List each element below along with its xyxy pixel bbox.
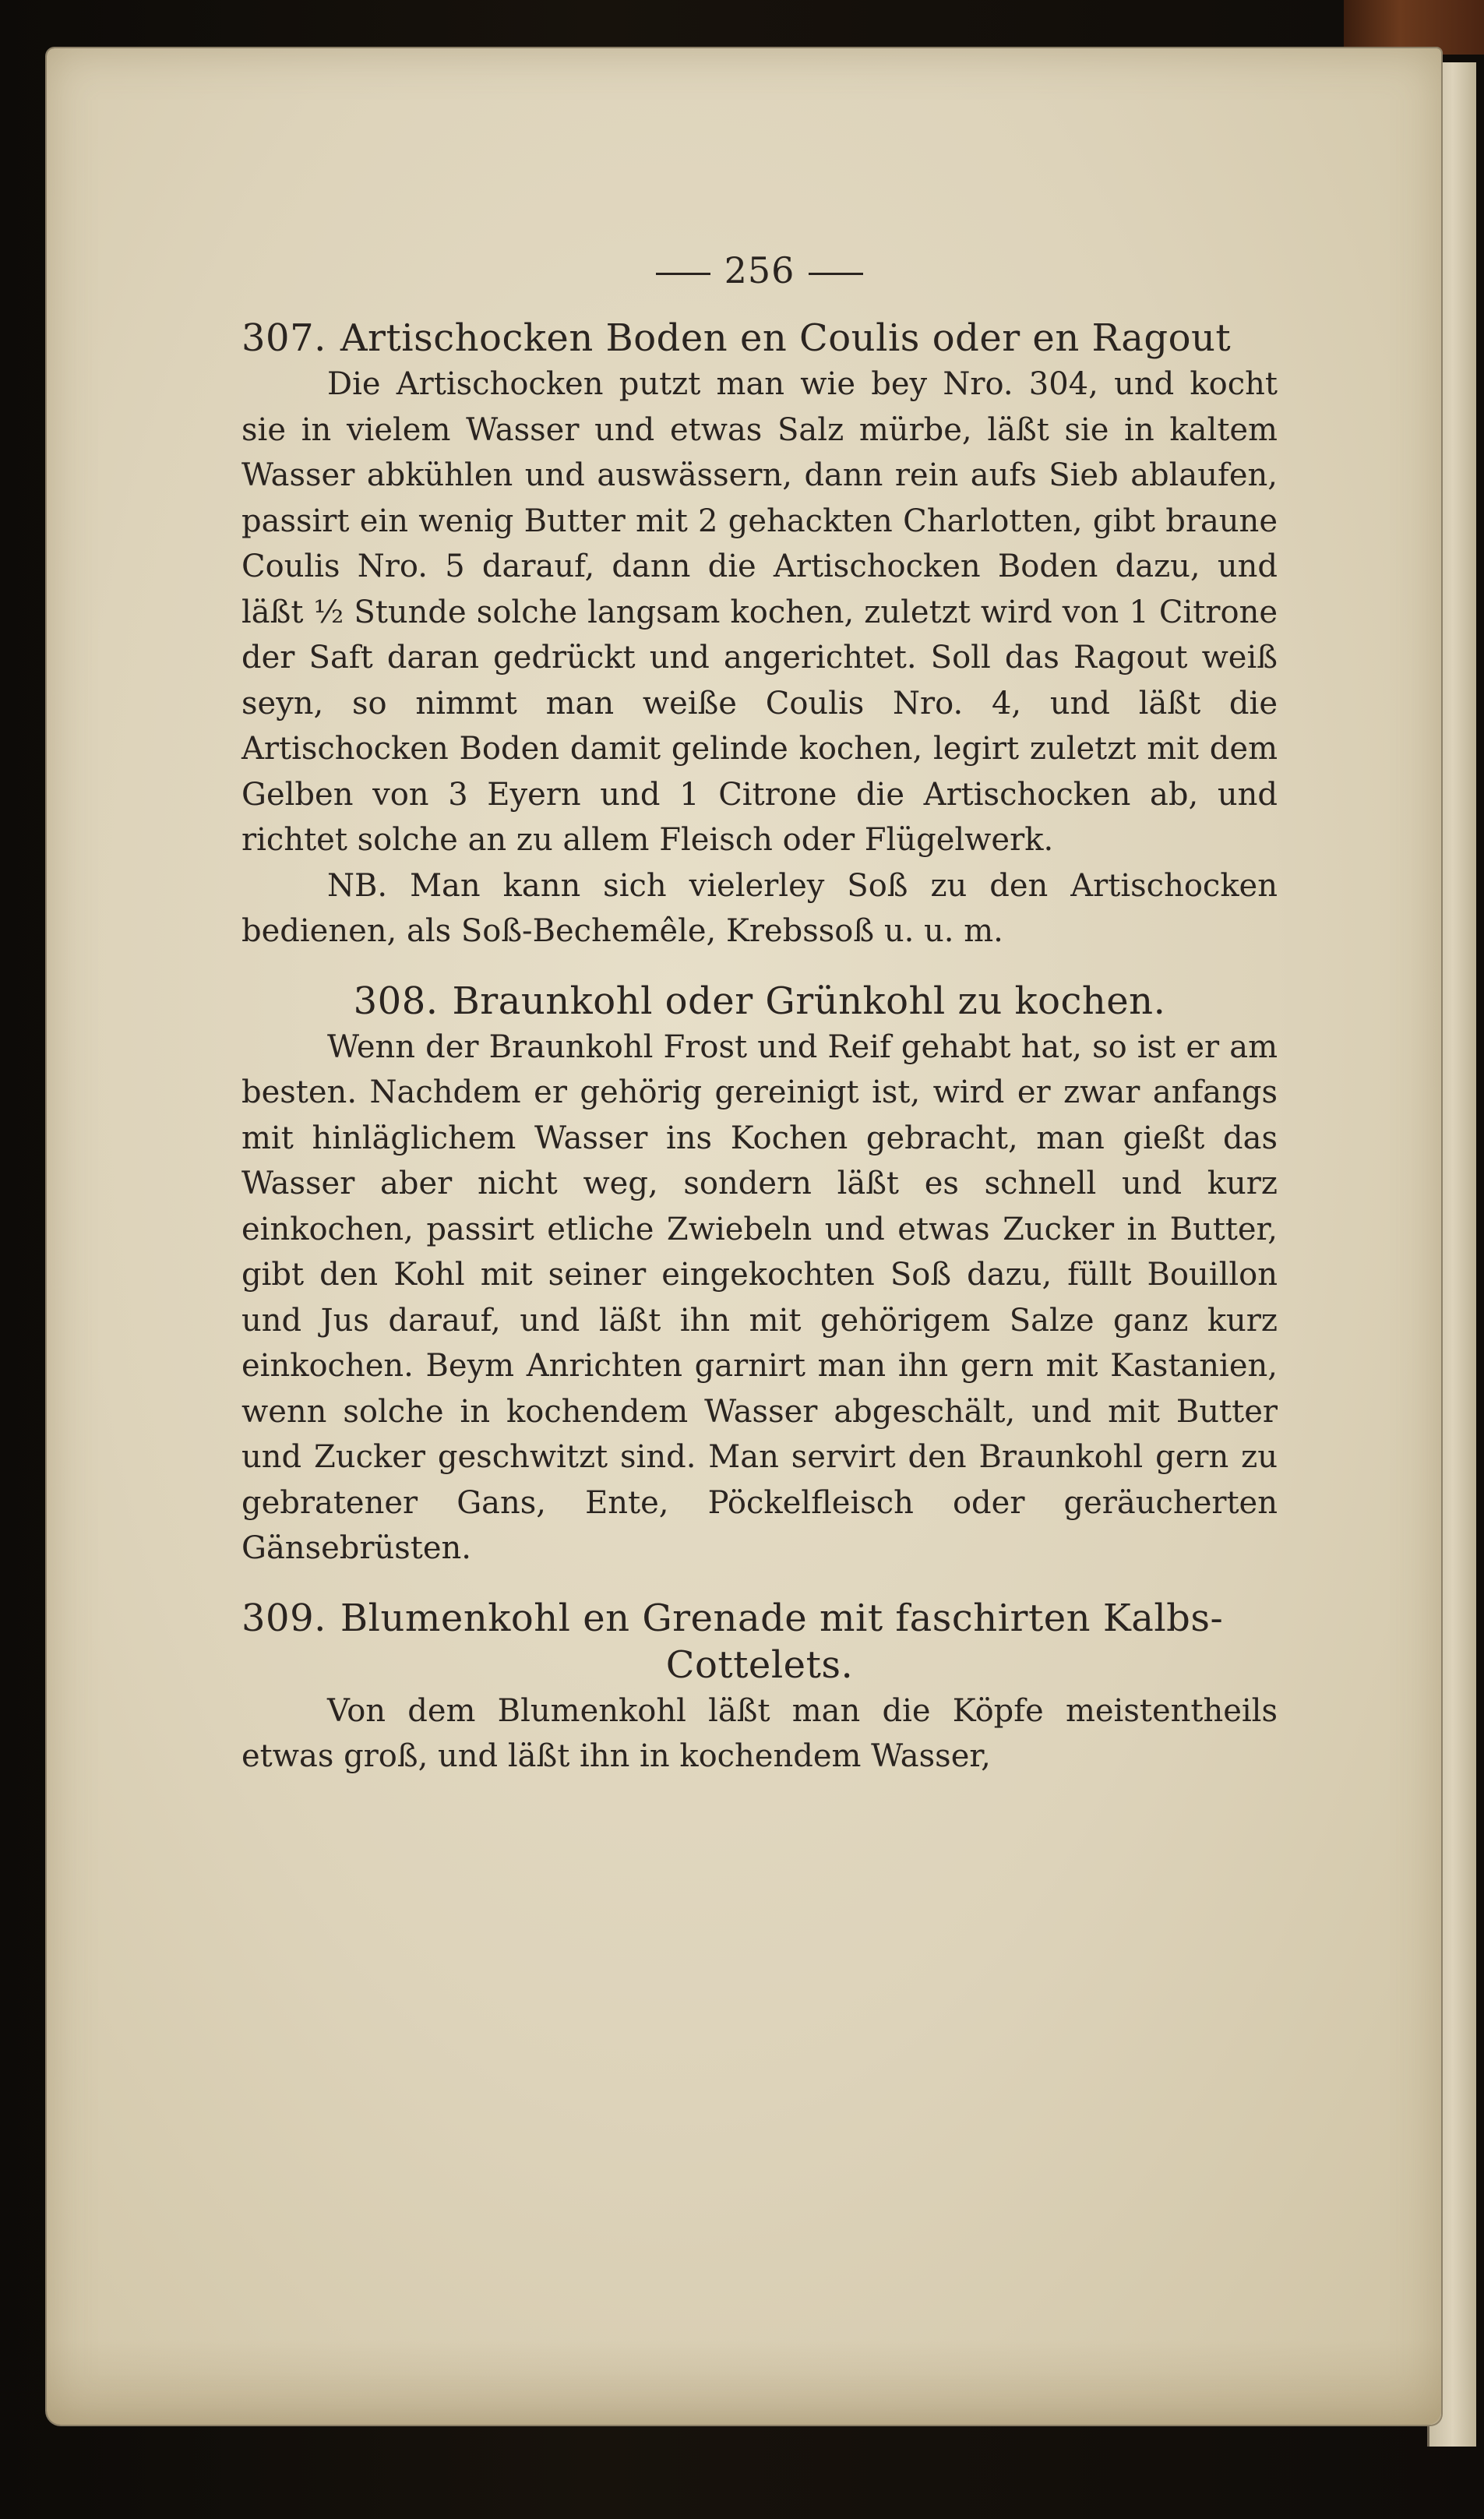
recipe-number: 307. xyxy=(241,316,326,360)
recipe-title xyxy=(241,1595,1278,1642)
page-number-dash-left xyxy=(656,273,710,275)
recipe-title-line2 xyxy=(241,1642,1278,1688)
recipe-note xyxy=(241,863,1278,954)
note-label: NB. xyxy=(327,867,388,904)
recipe-title xyxy=(241,978,1278,1025)
recipe-title-text-line1: Blumenkohl en Grenade mit faschirten Kalbs- xyxy=(340,1596,1224,1640)
recipe-308 xyxy=(241,978,1278,1572)
recipe-title-text: Braunkohl oder Grünkohl zu kochen. xyxy=(452,979,1166,1023)
page-number-value: 256 xyxy=(724,249,795,291)
recipe-number: 309. xyxy=(241,1596,326,1640)
recipe-paragraph: Von dem Blumenkohl läßt man die Köpfe meistentheils etwas groß, und läßt ihn in kochendem Wasser, xyxy=(241,1692,1278,1774)
recipe-paragraph: Wenn der Braunkohl Frost und Reif gehabt hat, so ist er am besten. Nachdem er gehörig gereinigt ist, wird er zwar anfangs mit hinläglichem Wasser ins Kochen gebracht, man gießt das Wasser aber nicht weg, sondern läßt es schnell und kurz einkochen, passirt etliche Zwiebeln und etwas Zucker in Butter, gibt den Kohl mit seiner eingekochten Soß dazu, füllt Bouillon und Jus darauf, und läßt ihn mit gehörigem Salze ganz kurz einkochen. Beym Anrichten garnirt man ihn gern mit Kastanien, wenn solche in kochendem Wasser abgeschält, und mit Butter und Zucker geschwitzt sind. Man servirt den Braunkohl gern zu gebratener Gans, Ente, Pöckelfleisch oder geräucherten Gänsebrüsten. xyxy=(241,1028,1278,1566)
book-spine-cloth xyxy=(1344,0,1484,55)
recipe-paragraph: Die Artischocken putzt man wie bey Nro. 304, und kocht sie in vielem Wasser und etwas Salz mürbe, läßt sie in kaltem Wasser abkühlen und auswässern, dann rein aufs Sieb ablaufen, passirt ein wenig Butter mit 2 gehackten Charlotten, gibt braune Coulis Nro. 5 darauf, dann die Artischocken Boden dazu, und läßt ½ Stunde solche langsam kochen, zuletzt wird von 1 Citrone der Saft daran gedrückt und angerichtet. Soll das Ragout weiß seyn, so nimmt man weiße Coulis Nro. 4, und läßt die Artischocken Boden damit gelinde kochen, legirt zuletzt mit dem Gelben von 3 Eyern und 1 Citrone die Artischocken ab, und richtet solche an zu allem Fleisch oder Flügelwerk. xyxy=(241,366,1278,858)
recipe-title-text-line2: Cottelets. xyxy=(665,1642,854,1687)
page-text xyxy=(241,249,1278,1803)
recipe-307 xyxy=(241,315,1278,954)
page-number-dash-right xyxy=(809,273,863,275)
note-text: Man kann sich vielerley Soß zu den Artischocken bedienen, als Soß-Bechemêle, Krebssoß u. u. m. xyxy=(241,867,1278,949)
recipe-title-text: Artischocken Boden en Coulis oder en Ragout xyxy=(340,316,1232,360)
page-number xyxy=(241,249,1278,291)
recipe-number: 308. xyxy=(353,979,439,1023)
recipe-309 xyxy=(241,1595,1278,1780)
recipe-title xyxy=(241,315,1278,362)
